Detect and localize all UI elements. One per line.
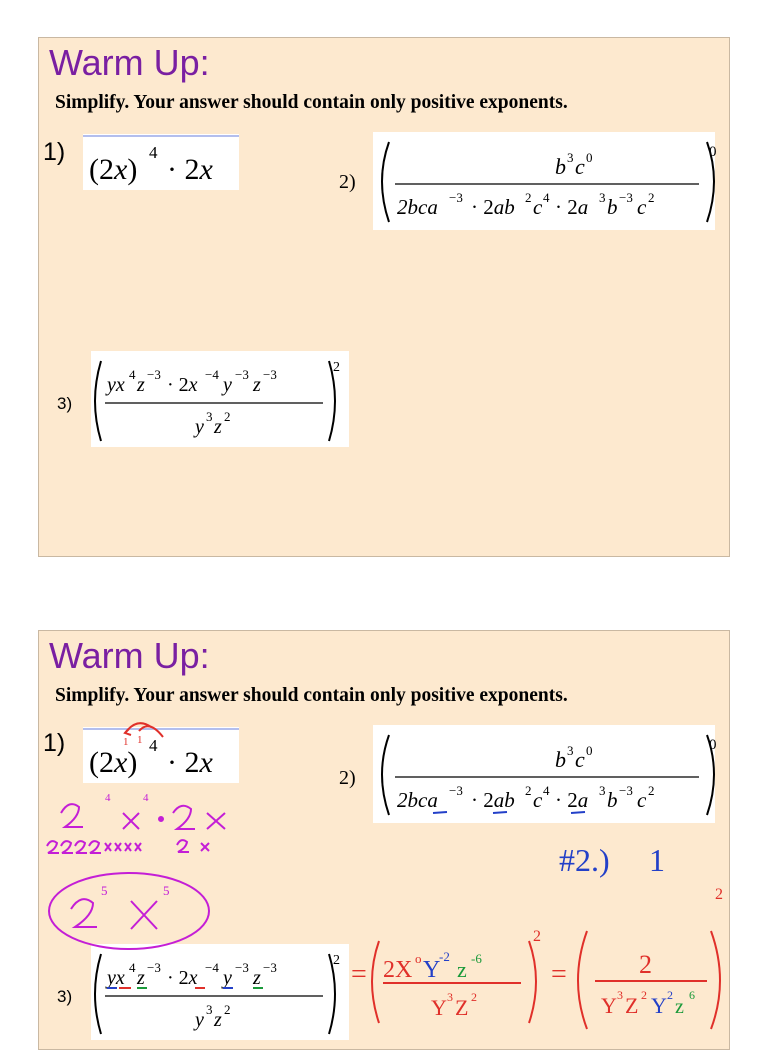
svg-text:3: 3: [447, 990, 453, 1004]
svg-text:0: 0: [709, 144, 717, 160]
svg-text:3: 3: [599, 190, 606, 205]
svg-text:−3: −3: [263, 960, 277, 975]
svg-text:-2: -2: [439, 949, 450, 964]
problem-2-expression: [373, 132, 715, 230]
problem-2-number: 2): [339, 171, 356, 193]
svg-text:−3: −3: [147, 367, 161, 382]
svg-text:3: 3: [617, 988, 623, 1002]
problem-1-number: 1): [43, 138, 66, 166]
problem-3-expression: [91, 351, 349, 447]
problem-2-label-handwritten: #2.): [559, 842, 610, 878]
svg-text:2bca: 2bca: [397, 195, 438, 219]
svg-text:· 2x: · 2x: [167, 153, 213, 186]
svg-text:4: 4: [129, 367, 136, 382]
svg-text:o: o: [415, 951, 422, 966]
svg-text:-6: -6: [471, 951, 482, 966]
svg-text:4: 4: [149, 736, 158, 755]
svg-text:(2x): (2x): [89, 153, 138, 186]
svg-text:b: b: [555, 747, 566, 772]
arrow-icon: [125, 723, 151, 733]
svg-text:6: 6: [689, 988, 695, 1002]
svg-text:y: y: [223, 374, 232, 396]
svg-text:3: 3: [567, 743, 574, 758]
svg-text:z: z: [214, 416, 222, 438]
svg-text:1: 1: [137, 734, 143, 746]
problem-2-box: [373, 132, 715, 230]
svg-text:4: 4: [149, 143, 158, 162]
svg-text:z: z: [457, 957, 467, 982]
svg-text:2: 2: [715, 886, 723, 903]
svg-text:c: c: [575, 747, 585, 772]
svg-text:=: =: [551, 959, 567, 990]
svg-text:c: c: [533, 788, 543, 812]
svg-text:−3: −3: [235, 367, 249, 382]
svg-text:3: 3: [567, 150, 574, 165]
svg-text:3: 3: [206, 409, 213, 424]
svg-text:2: 2: [648, 190, 655, 205]
svg-text:y: y: [195, 416, 204, 438]
svg-text:y: y: [223, 967, 232, 989]
svg-text:2: 2: [224, 1002, 231, 1017]
svg-text:Y: Y: [423, 957, 441, 983]
svg-text:2: 2: [333, 360, 340, 375]
svg-text:2X: 2X: [383, 957, 413, 983]
svg-text:· 2x: · 2x: [167, 967, 198, 989]
svg-text:3: 3: [206, 1002, 213, 1017]
svg-text:c: c: [533, 195, 543, 219]
svg-text:4: 4: [105, 792, 111, 804]
problem-3-box: [91, 351, 349, 447]
svg-text:2: 2: [471, 990, 477, 1004]
svg-text:4: 4: [543, 190, 550, 205]
slide-title: Warm Up:: [49, 635, 210, 676]
problem-1-expression: [83, 134, 239, 190]
svg-text:b: b: [607, 788, 618, 812]
svg-text:· 2x: · 2x: [167, 374, 198, 396]
problem-1-number: 1): [43, 729, 66, 757]
svg-text:z: z: [253, 374, 261, 396]
instruction-text: Simplify. Your answer should contain only positive exponents.: [55, 685, 568, 706]
svg-text:z: z: [675, 996, 684, 1018]
svg-text:yx: yx: [107, 374, 125, 396]
svg-text:0: 0: [586, 150, 593, 165]
svg-text:−3: −3: [263, 367, 277, 382]
svg-text:5: 5: [101, 883, 108, 898]
svg-text:Z: Z: [625, 993, 639, 1018]
svg-text:5: 5: [163, 883, 170, 898]
svg-text:(2x): (2x): [89, 746, 138, 779]
svg-text:2: 2: [648, 783, 655, 798]
svg-text:z: z: [137, 374, 145, 396]
svg-text:1: 1: [123, 736, 129, 748]
svg-text:−4: −4: [205, 367, 219, 382]
svg-text:z: z: [137, 967, 145, 989]
problem-2-answer-handwritten: 1: [649, 842, 665, 878]
problem-2-number: 2): [339, 767, 356, 789]
slide-1: [38, 37, 730, 557]
svg-text:2: 2: [533, 928, 541, 945]
svg-text:y: y: [195, 1009, 204, 1031]
problem-3-number: 3): [57, 987, 73, 1006]
svg-text:−4: −4: [205, 960, 219, 975]
svg-text:−3: −3: [449, 783, 463, 798]
svg-text:−3: −3: [235, 960, 249, 975]
svg-text:Y: Y: [601, 993, 617, 1018]
svg-text:−3: −3: [619, 190, 633, 205]
svg-text:Y: Y: [431, 995, 447, 1020]
svg-text:0: 0: [709, 737, 717, 753]
svg-text:· 2a: · 2a: [555, 788, 589, 812]
svg-text:c: c: [637, 788, 647, 812]
svg-text:2: 2: [525, 783, 532, 798]
svg-text:· 2ab: · 2ab: [471, 195, 515, 219]
svg-text:· 2x: · 2x: [167, 746, 213, 779]
svg-text:c: c: [575, 154, 585, 179]
svg-text:4: 4: [129, 960, 136, 975]
svg-text:yx: yx: [107, 967, 125, 989]
svg-text:−3: −3: [619, 783, 633, 798]
svg-text:4: 4: [543, 783, 550, 798]
slide-2: [38, 630, 730, 1050]
svg-text:3: 3: [599, 783, 606, 798]
svg-text:c: c: [637, 195, 647, 219]
svg-text:2bca: 2bca: [397, 788, 438, 812]
svg-text:z: z: [214, 1009, 222, 1031]
svg-text:−3: −3: [147, 960, 161, 975]
svg-text:2: 2: [639, 950, 652, 979]
svg-text:2: 2: [641, 988, 647, 1002]
svg-text:· 2ab: · 2ab: [471, 788, 515, 812]
svg-text:Z: Z: [455, 995, 469, 1020]
slide-title: Warm Up:: [49, 42, 210, 83]
problem-1-box: [83, 134, 239, 190]
svg-text:4: 4: [143, 792, 149, 804]
handwriting-overlay: [39, 631, 731, 1031]
svg-text:2: 2: [667, 988, 673, 1002]
svg-text:0: 0: [586, 743, 593, 758]
svg-text:Y: Y: [651, 993, 667, 1018]
problem-3-number: 3): [57, 394, 73, 413]
svg-text:2: 2: [333, 953, 340, 968]
svg-text:2: 2: [525, 190, 532, 205]
svg-text:−3: −3: [449, 190, 463, 205]
svg-text:b: b: [607, 195, 618, 219]
svg-text:· 2a: · 2a: [555, 195, 589, 219]
problem-1-work: [47, 792, 225, 949]
instruction-text: Simplify. Your answer should contain only positive exponents.: [55, 92, 568, 113]
svg-text:z: z: [253, 967, 261, 989]
svg-text:2: 2: [224, 409, 231, 424]
svg-text:=: =: [351, 959, 367, 990]
problem-3-work: [351, 886, 723, 1029]
svg-text:b: b: [555, 154, 566, 179]
